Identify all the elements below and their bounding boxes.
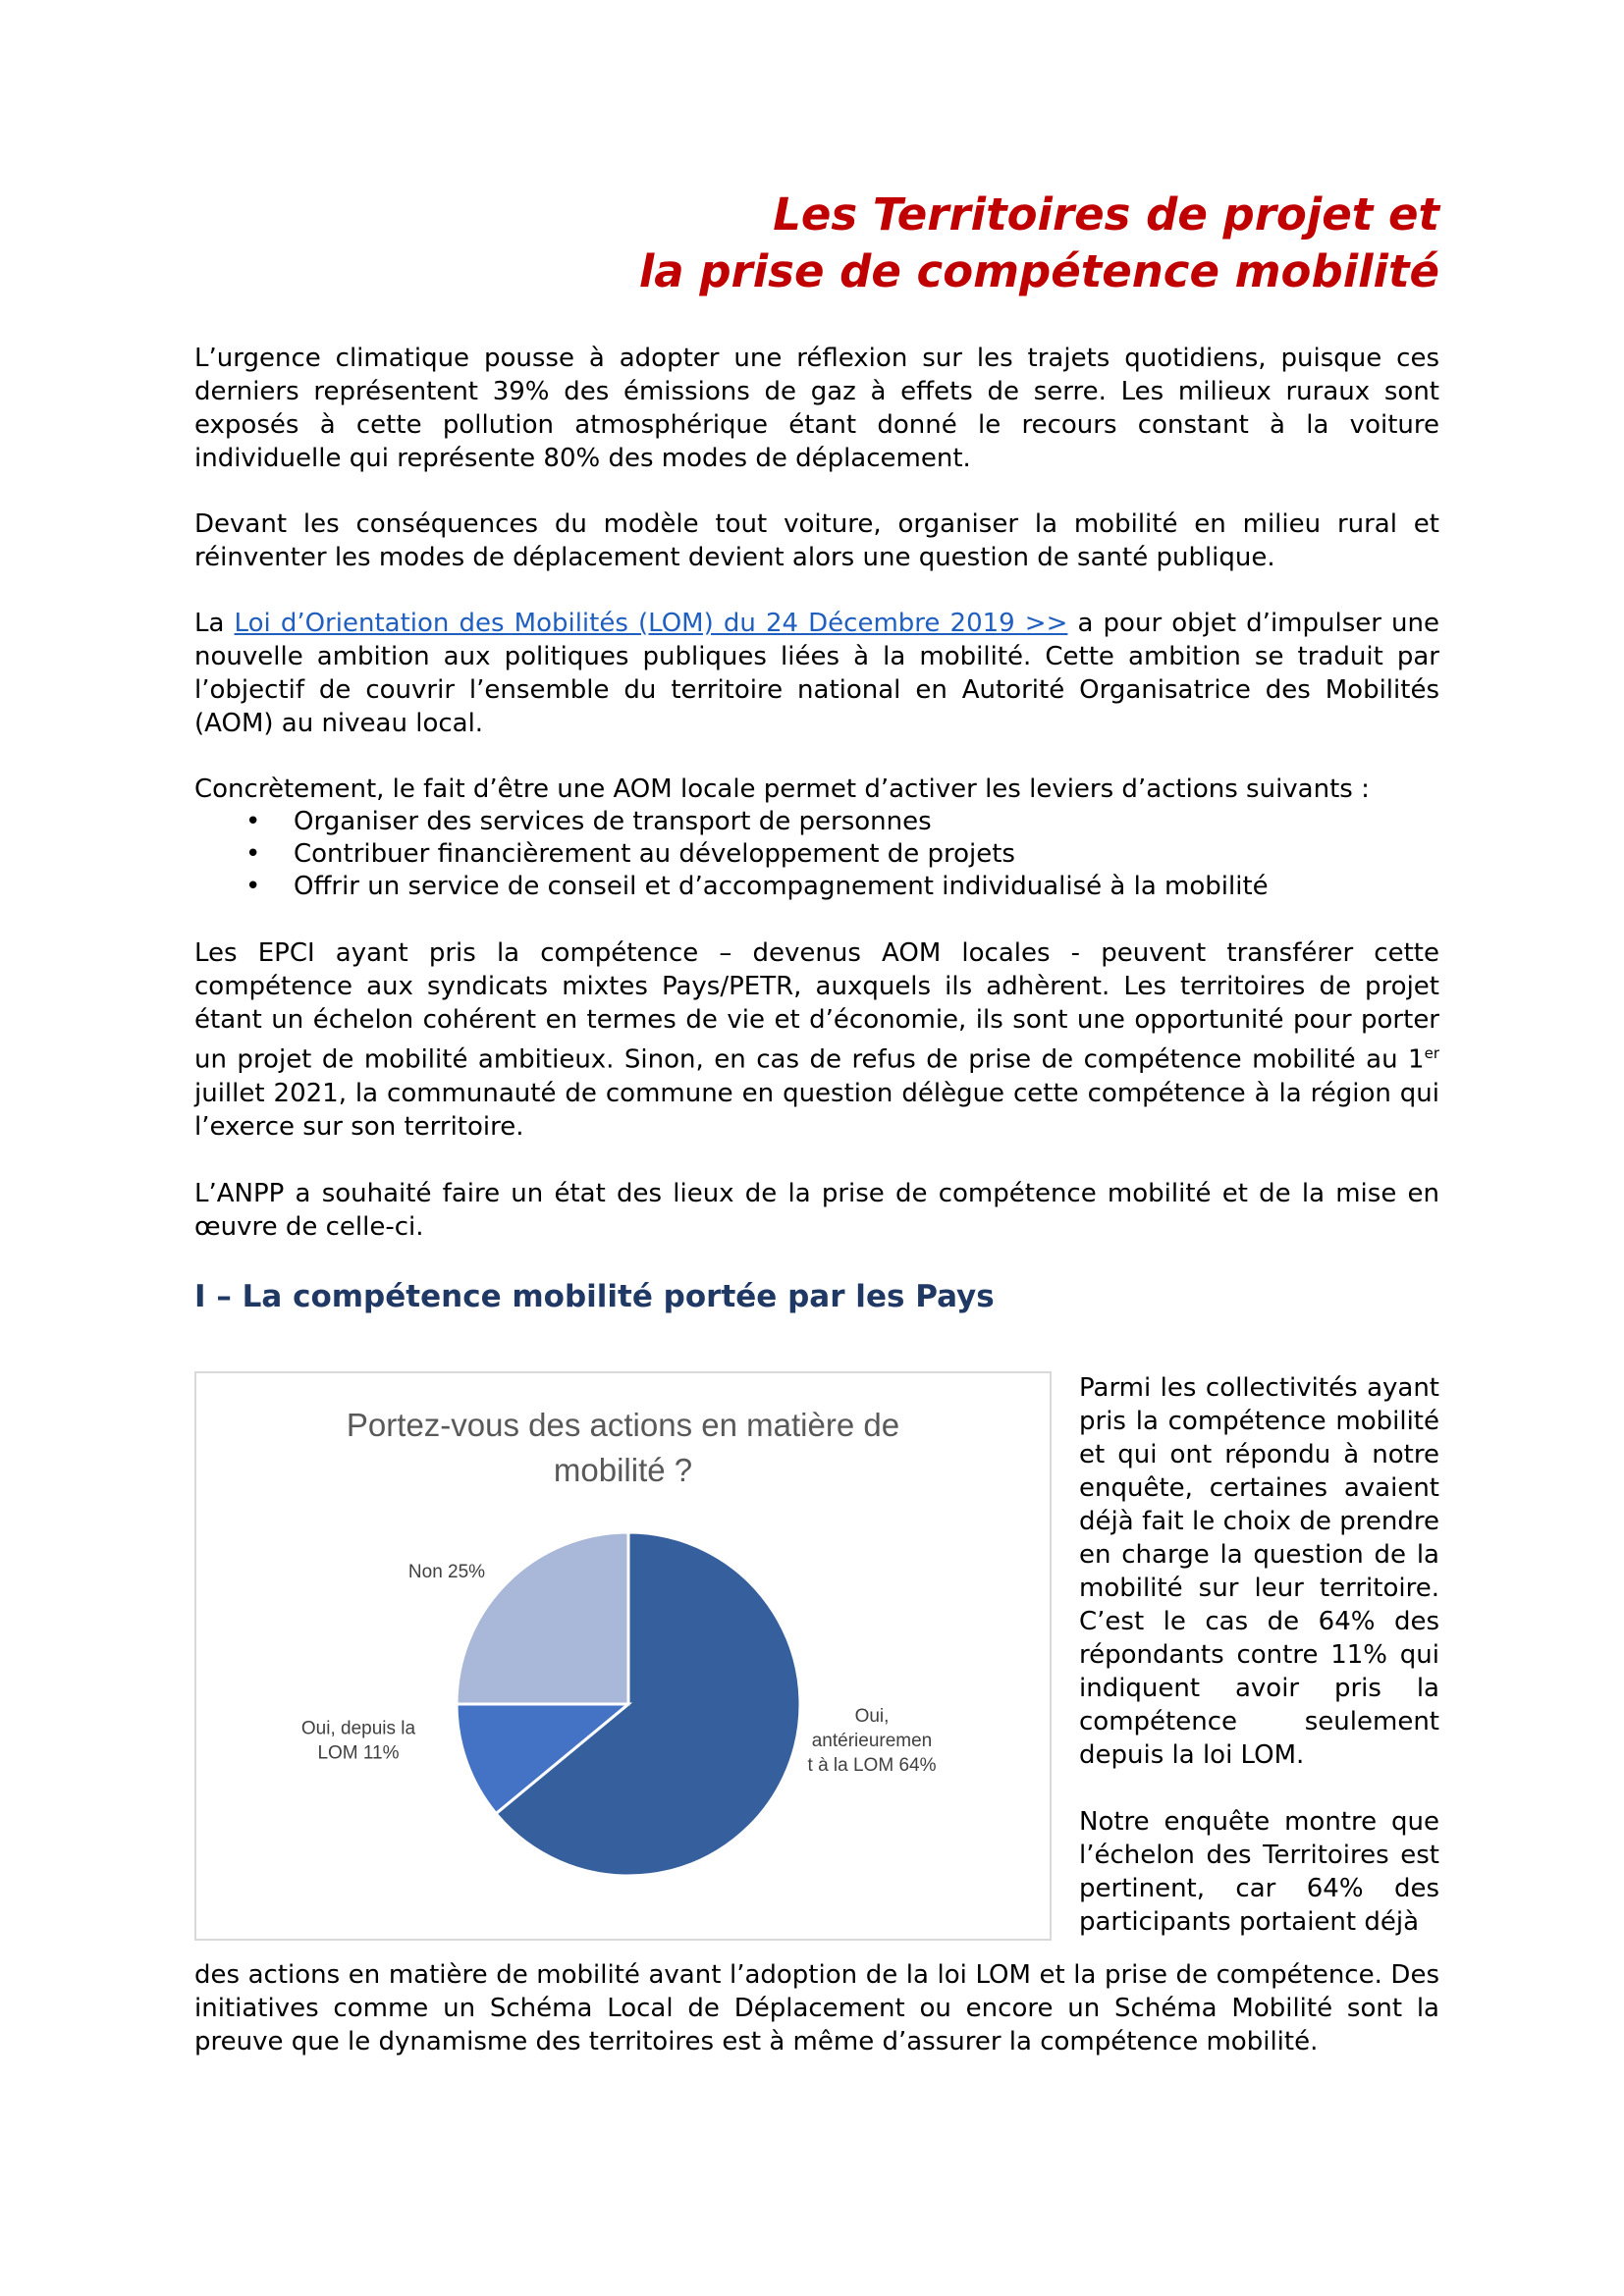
- list-item: [245, 838, 1439, 871]
- pie-chart: [196, 1373, 1050, 1939]
- page-title-line-2: la prise de compétence mobilité: [638, 245, 1439, 297]
- pie-slice-label: Oui, depuis la LOM 11%: [300, 1718, 416, 1764]
- intro-paragraph-3-prefix: La: [194, 609, 235, 638]
- superscript-er: er: [1424, 1044, 1439, 1062]
- side-paragraph-1: Parmi les collectivités ayant pris la compétence mobilité et qui ont répondu à notre enquête, certaines avaient déjà fait le choix de prendre en charge la question de la mobilité sur leur territoire. C’est le cas de 64% des répondants contre 11% qui indiquent avoir pris la compétence seulement depuis la loi LOM.: [1079, 1373, 1439, 1770]
- pie-slice-label: Oui, antérieuremen t à la LOM 64%: [807, 1706, 937, 1776]
- bullet-icon: •: [245, 839, 261, 869]
- intro-paragraph-3-rest: a pour objet d’impulser une nouvelle ambition aux politiques publiques liées à la mobilité. Cette ambition se traduit par l’objectif de couvrir l’ensemble du territoire national en Autorité Organisatrice des Mobilités (AOM) au niveau local.: [194, 609, 1440, 738]
- intro-paragraph-5-part-2: juillet 2021, la communauté de commune en question délègue cette compétence à la région qui l’exerce sur son territoire.: [194, 1078, 1439, 1142]
- list-item: [245, 806, 1439, 838]
- intro-paragraph-1: L’urgence climatique pousse à adopter une réflexion sur les trajets quotidiens, puisque ces derniers représentent 39% des émissions de gaz à effets de serre. Les milieux ruraux sont exposés à cette pollution atmosphérique étant donné le recours constant à la voiture individuelle qui représente 80% des modes de déplacement.: [194, 344, 1439, 473]
- list-item-text: Offrir un service de conseil et d’accompagnement individualisé à la mobilité: [294, 872, 1269, 901]
- bullet-icon: •: [245, 872, 261, 901]
- page-title: [194, 187, 1439, 300]
- intro-paragraph-5: [194, 936, 1439, 1144]
- side-paragraph-2: Notre enquête montre que l’échelon des Territoires est pertinent, car 64% des participants portaient déjà: [1079, 1807, 1439, 1937]
- levers-list: [194, 806, 1439, 903]
- section-paragraph-continued: des actions en matière de mobilité avant l’adoption de la loi LOM et la prise de compétence. Des initiatives comme un Schéma Local de Déplacement ou encore un Schéma Mobilité sont la preuve que le dynamisme des territoires est à même d’assurer la compétence mobilité.: [194, 1960, 1439, 2056]
- pie-chart-frame: [194, 1371, 1052, 1941]
- pie-slice: [457, 1532, 628, 1704]
- bullet-icon: •: [245, 807, 261, 836]
- intro-paragraph-6: L’ANPP a souhaité faire un état des lieux de la prise de compétence mobilité et de la mise en œuvre de celle-ci.: [194, 1178, 1439, 1242]
- section-heading: I – La compétence mobilité portée par les Pays: [194, 1278, 995, 1314]
- intro-paragraph-2: Devant les conséquences du modèle tout voiture, organiser la mobilité en milieu rural et réinventer les modes de déplacement devient alors une question de santé publique.: [194, 509, 1439, 572]
- list-item: [245, 871, 1439, 903]
- list-item-text: Organiser des services de transport de personnes: [294, 807, 932, 836]
- chart-side-column: [1079, 1371, 1439, 1939]
- list-item-text: Contribuer financièrement au développement de projets: [294, 839, 1015, 869]
- page-title-line-1: Les Territoires de projet et: [773, 188, 1439, 240]
- chart-title-line-2: mobilité ?: [553, 1452, 693, 1488]
- intro-paragraph-4: Concrètement, le fait d’être une AOM locale permet d’activer les leviers d’actions suivants :: [194, 774, 1370, 804]
- pie-slice-label: Non 25%: [407, 1562, 486, 1582]
- document-page: [194, 187, 1440, 2056]
- intro-paragraph-3: [194, 607, 1439, 740]
- lom-law-link[interactable]: Loi d’Orientation des Mobilités (LOM) du 24 Décembre 2019 >>: [234, 609, 1068, 638]
- intro-paragraph-5-part-1: Les EPCI ayant pris la compétence – devenus AOM locales - peuvent transférer cette compétence aux syndicats mixtes Pays/PETR, auxquels ils adhèrent. Les territoires de projet étant un échelon cohérent en termes de vie et d’économie, ils sont une opportunité pour porter un projet de mobilité ambitieux. Sinon, en cas de refus de prise de compétence mobilité au 1: [194, 938, 1439, 1075]
- chart-title-line-1: Portez-vous des actions en matière de: [346, 1407, 900, 1443]
